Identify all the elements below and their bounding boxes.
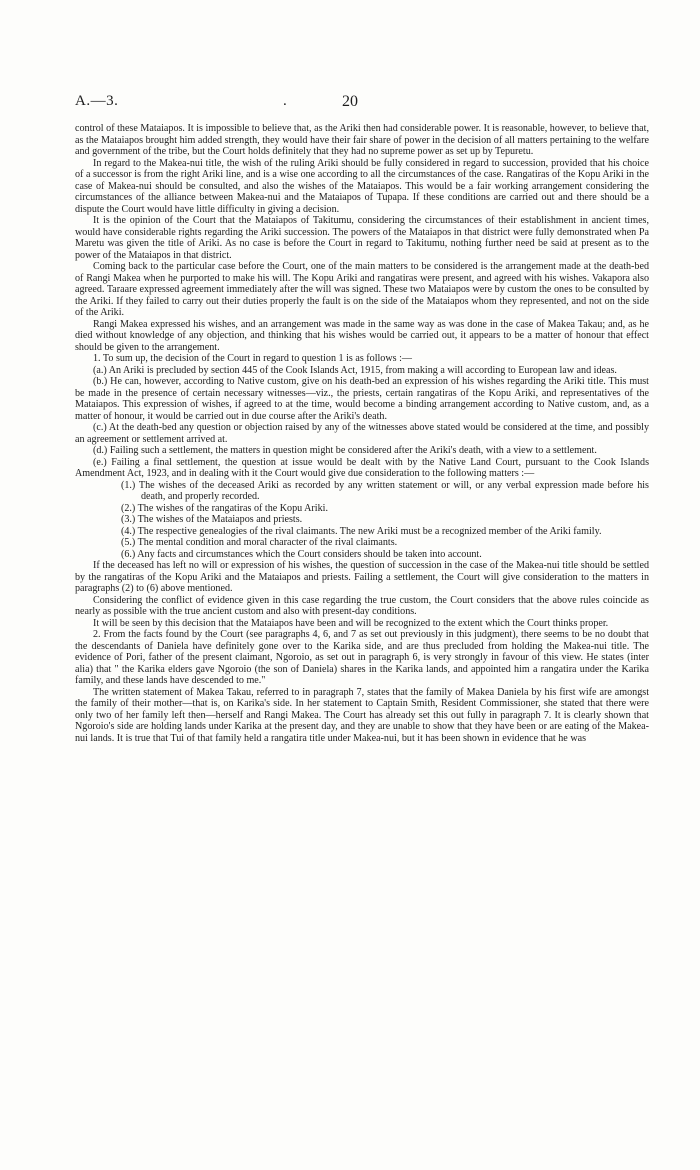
paragraph: It is the opinion of the Court that the Mataiapos of Takitumu, considering the circumstances of their establishment in ancient times, would have considerable rights regarding the Ariki succession. The powers of the Mataiapos in that district were fully demonstrated when Pa Maretu was given the title of Ariki. As no case is before the Court in regard to Takitumu, nothing further need be said at present as to the power of the Mataiapos in that district. (75, 215, 649, 261)
decision-clause: (d.) Failing such a settlement, the matters in question might be considered after the Ariki's death, with a view to a settlement. (93, 445, 597, 456)
matters-list-item: (3.) The wishes of the Mataiapos and priests. (121, 514, 303, 525)
decision-clause: (c.) At the death-bed any question or objection raised by any of the witnesses above stated would be considered at the time, and possibly an agreement or settlement arrived at. (75, 422, 649, 445)
matters-list-item: (1.) The wishes of the deceased Ariki as recorded by any written statement or will, or any verbal expression made before his death, and properly recorded. (121, 479, 649, 502)
paragraph: 1. To sum up, the decision of the Court in regard to question 1 is as follows :— (93, 353, 412, 364)
decision-clause: (b.) He can, however, according to Native custom, give on his death-bed an expression of his wishes regarding the Ariki title. This must be made in the presence of certain necessary witnesses—viz., the priests, certain rangatiras of the Kopu Ariki, and representatives of the Mataiapos. This expression of wishes, if agreed to at the time, would become a binding arrangement according to Native custom, and, as a matter of honour, it would be carried out in due course after the Ariki's death. (75, 376, 649, 422)
document-reference: A.—3. (75, 93, 119, 109)
page-number: 20 (342, 93, 358, 110)
paragraph: Considering the conflict of evidence given in this case regarding the true custom, the Court considers that the above rules coincide as nearly as possible with the true ancient custom and also with present-day conditions. (75, 594, 649, 617)
matters-list-item: (4.) The respective genealogies of the rival claimants. The new Ariki must be a recognized member of the Ariki family. (121, 525, 602, 537)
page-header (75, 93, 649, 113)
body-text (75, 123, 649, 744)
decision-clause: (e.) Failing a final settlement, the question at issue would be dealt with by the Native Land Court, pursuant to the Cook Islands Amendment Act, 1923, and in dealing with it the Court would give due consideration to the following matters :— (75, 456, 649, 479)
matters-list-item: (2.) The wishes of the rangatiras of the Kopu Ariki. (121, 502, 328, 514)
paragraph: Coming back to the particular case before the Court, one of the main matters to be considered is the arrangement made at the death-bed of Rangi Makea when he purported to make his will. The Kopu Ariki and rangatiras were present, and agreed with his wishes. Vakapora also agreed. Taraare expressed agreement immediately after the will was signed. These two Mataiapos were by custom the ones to be consulted by the Ariki. If they failed to carry out their duties properly the fault is on the side of the Mataiapos whom they represented, and not on the side of the Ariki. (75, 261, 649, 318)
paragraph: Rangi Makea expressed his wishes, and an arrangement was made in the same way as was done in the case of Makea Takau; and, as he died without knowledge of any objection, and thinking that his wishes would be carried out, it appears to be a matter of honour that effect should be given to the arrangement. (75, 318, 649, 353)
paragraph: It will be seen by this decision that the Mataiapos have been and will be recognized to the extent which the Court thinks proper. (93, 617, 609, 629)
paragraph: control of these Mataiapos. It is impossible to believe that, as the Ariki then had considerable power. It is reasonable, however, to believe that, as the Mataiapos brought him added strength, they would have their fair share of power in the decision of all matters pertaining to the welfare and government of the tribe, but the Court holds definitely that they had no supreme power as set up by Tepuretu. (75, 123, 649, 157)
paragraph: If the deceased has left no will or expression of his wishes, the question of succession in the case of the Makea-nui title should be settled by the rangatiras of the Kopu Ariki and the Mataiapos and priests. Failing a settlement, the Court will give consideration to the matters in paragraphs (2) to (6) above mentioned. (75, 560, 649, 594)
paragraph: In regard to the Makea-nui title, the wish of the ruling Ariki should be fully considered in regard to succession, provided that his choice of a successor is from the right Ariki line, and is a wise one according to all the circumstances of the case. Rangatiras of the Kopu Ariki in the case of Makea-nui should be consulted, and also the wishes of the Mataiapos. This would be a fair working arrangement considering the circumstances of the alliance between Makea-nui and the Mataiapos of Tupapa. If these conditions are carried out and there should be a dispute the Court would have little difficulty in giving a decision. (75, 157, 649, 215)
matters-list-item: (5.) The mental condition and moral character of the rival claimants. (121, 537, 398, 548)
paragraph: The written statement of Makea Takau, referred to in paragraph 7, states that the family of Makea Daniela by his first wife are amongst the family of their mother—that is, on Karika's side. In her statement to Captain Smith, Resident Commissioner, she stated that there were only two of her family left then—herself and Rangi Makea. The Court has already set this out fully in paragraph 7. It is clearly shown that Ngoroio's side are holding lands under Karika at the present day, and they are unable to show that they have been or are eating of the Makea-nui lands. It is true that Tui of that family held a rangatira title under Makea-nui, but it has been shown in evidence that he was (75, 686, 649, 744)
header-dot: . (283, 93, 287, 109)
decision-clause: (a.) An Ariki is precluded by section 445 of the Cook Islands Act, 1915, from making a will according to European law and ideas. (93, 364, 617, 376)
paragraph: 2. From the facts found by the Court (see paragraphs 4, 6, and 7 as set out previously in this judgment), there seems to be no doubt that the descendants of Daniela have definitely gone over to the Karika side, and are thus precluded from holding the Makea-nui title. The evidence of Pori, father of the present claimant, Ngoroio, as set out in paragraph 6, is very strongly in favour of this view. He states (inter alia) that " the Karika elders gave Ngoroio (the son of Daniela) shares in the Karika lands, and appointed him a rangatira under the Karika family, and these lands have descended to me." (75, 629, 649, 686)
matters-list-item: (6.) Any facts and circumstances which the Court considers should be taken into account. (121, 548, 482, 560)
